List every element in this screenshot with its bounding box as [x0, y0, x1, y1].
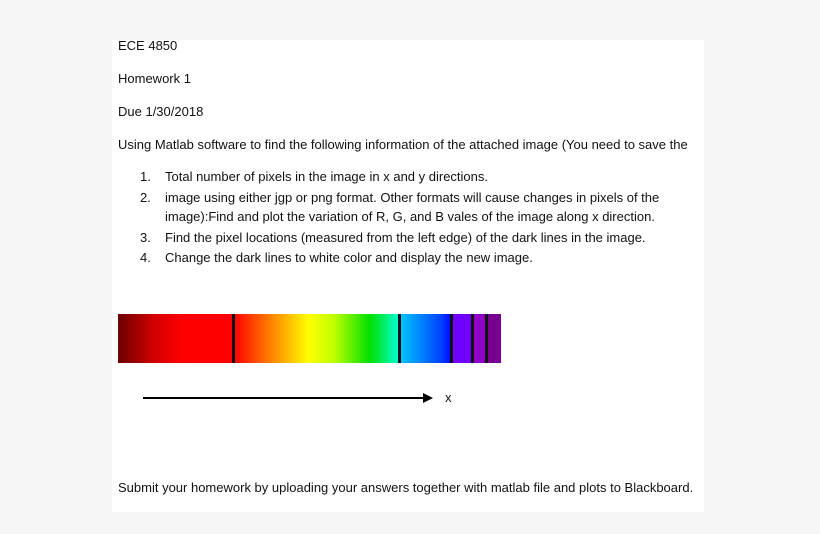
course-title: ECE 4850: [118, 38, 178, 53]
list-item: Total number of pixels in the image in x and y directions.: [165, 169, 489, 184]
dark-line: [232, 314, 235, 363]
item-number: 1.: [140, 169, 151, 184]
arrowhead-icon: [423, 393, 433, 403]
list-item: Find the pixel locations (measured from the left edge) of the dark lines in the image.: [165, 230, 646, 245]
footer-text: Submit your homework by uploading your answers together with matlab file and plots to Blackboard.: [118, 480, 694, 495]
spectrum-image: [118, 314, 501, 363]
dark-line: [450, 314, 453, 363]
dark-line: [485, 314, 488, 363]
dark-line: [398, 314, 401, 363]
item-number: 2.: [140, 190, 151, 205]
dark-line: [471, 314, 474, 363]
axis-label: x: [445, 390, 452, 405]
item-number: 3.: [140, 230, 151, 245]
list-item: image using either jgp or png format. Other formats will cause changes in pixels of the: [165, 190, 660, 205]
item-number: 4.: [140, 250, 151, 265]
x-axis-arrow: [143, 397, 425, 399]
homework-title: Homework 1: [118, 71, 191, 86]
list-item: Change the dark lines to white color and display the new image.: [165, 250, 533, 265]
intro-text: Using Matlab software to find the following information of the attached image (You need to save the: [118, 137, 688, 152]
due-date: Due 1/30/2018: [118, 104, 204, 119]
list-item-cont: image):Find and plot the variation of R, G, and B vales of the image along x direction.: [165, 209, 655, 224]
